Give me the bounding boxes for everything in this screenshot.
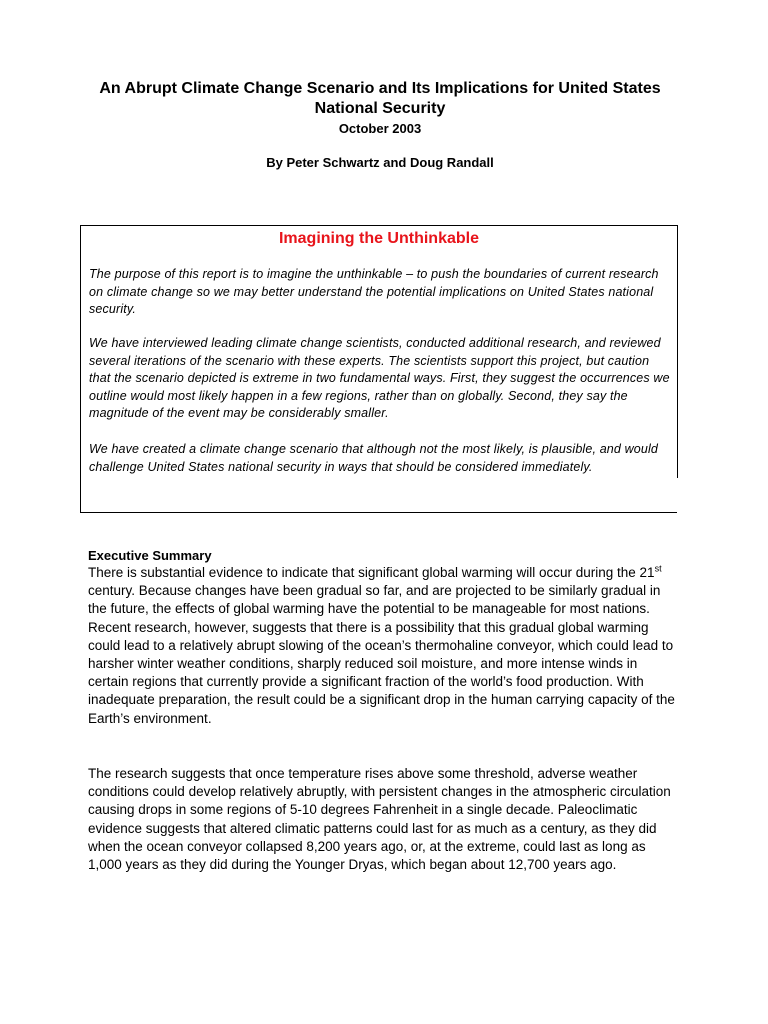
executive-summary-heading: Executive Summary (88, 548, 212, 563)
callout-paragraph-interviews: We have interviewed leading climate change scientists, conducted additional research, and reviewed several iterations of the scenario with these experts. The scientists support this project, but caution that the scenario depicted is extreme in two fundamental ways. First, they suggest the occurrences we outline would most likely happen in a few regions, rather than on globally. Second, they say the magnitude of the event may be considerably smaller. (89, 336, 670, 420)
document-authors: By Peter Schwartz and Doug Randall (266, 155, 494, 170)
callout-border-gap (677, 478, 678, 514)
document-title: An Abrupt Climate Change Scenario and Its Implications for United States National Security (99, 80, 661, 117)
ordinal-suffix: st (654, 563, 662, 574)
executive-summary-paragraph-1 (88, 564, 678, 728)
callout-box (80, 225, 678, 513)
executive-summary-paragraph-2: The research suggests that once temperature rises above some threshold, adverse weather conditions could develop relatively abruptly, with persistent changes in the atmospheric circulation causing drops in some regions of 5-10 degrees Fahrenheit in a single decade. Paleoclimatic evidence suggests that altered climatic patterns could last for as much as a century, as they did when the ocean conveyor collapsed 8,200 years ago, or, at the extreme, could last as long as 1,000 years as they did during the Younger Dryas, which began about 12,700 years ago. (88, 766, 671, 873)
callout-paragraph-scenario: We have created a climate change scenario that although not the most likely, is plausible, and would challenge United States national security in ways that should be considered immediately. (89, 442, 659, 474)
paragraph-text-start: There is substantial evidence to indicate that significant global warming will occur during the 21 (88, 565, 655, 580)
callout-heading: Imagining the Unthinkable (278, 230, 479, 247)
document-date: October 2003 (338, 121, 422, 136)
callout-paragraph-purpose: The purpose of this report is to imagine the unthinkable – to push the boundaries of current research on climate change so we may better understand the potential implications on United States national security. (89, 267, 659, 316)
paragraph-text-end: century. Because changes have been gradual so far, and are projected to be similarly gradual in the future, the effects of global warming have the potential to be manageable for most nations. Recent research, however, suggests that there is a possibility that this gradual global warming could lead to a relatively abrupt slowing of the ocean’s thermohaline conveyor, which could lead to harsher winter weather conditions, sharply reduced soil moisture, and more intense winds in certain regions that currently provide a significant fraction of the world’s food production. With inadequate preparation, the result could be a significant drop in the human carrying capacity of the Earth’s environment. (88, 583, 675, 726)
